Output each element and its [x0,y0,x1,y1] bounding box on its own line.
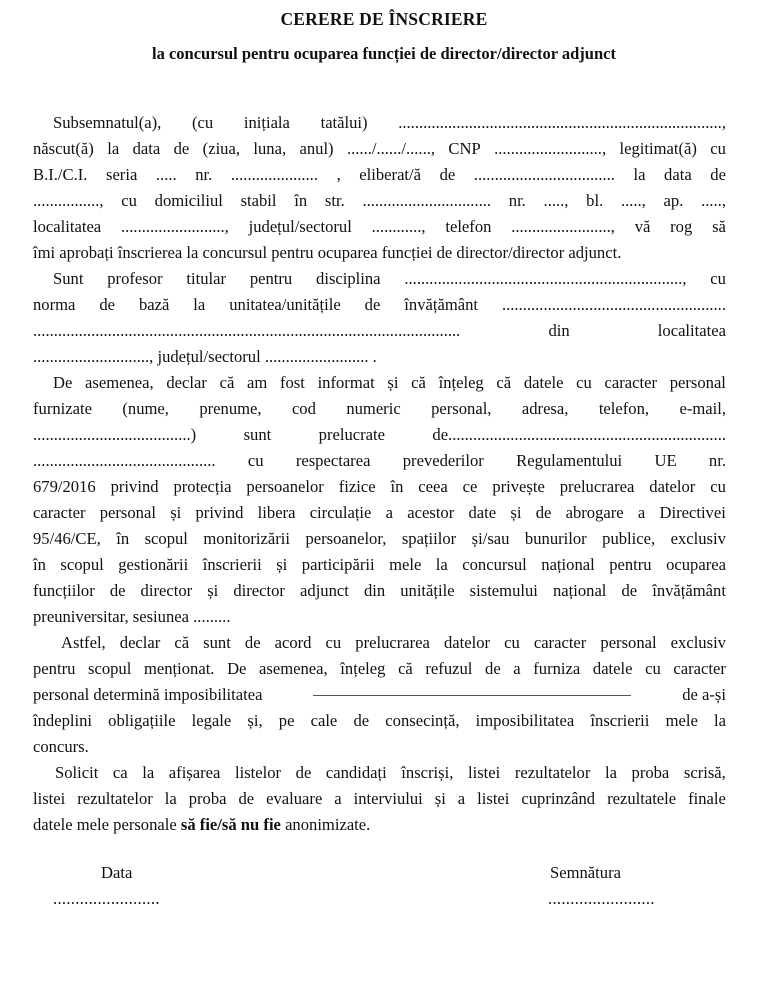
word: ce [462,477,478,496]
word: la [633,165,646,184]
word: 95/46/CE, [33,529,101,548]
word: caracter [33,503,86,522]
word: profesor [107,269,163,288]
word: datele [592,659,633,678]
body-line [33,396,726,422]
body-line [33,552,726,578]
word: scopul [144,529,188,548]
body-line [33,682,726,708]
word: la [164,789,177,808]
word: libera [257,503,296,522]
word: la [713,711,726,730]
word: că [398,659,413,678]
word: personal [669,373,726,392]
line-text: anonimizate. [280,815,371,834]
word: luna, [253,139,287,158]
word: director [233,581,285,600]
word: vă [634,217,651,236]
word: din [548,321,570,340]
word: a [334,789,342,808]
word: că [411,373,426,392]
word: la [604,763,617,782]
word: disciplina [316,269,381,288]
word: norma [33,295,76,314]
word: asemenea, [259,659,328,678]
signature-label: Semnătura [550,863,621,882]
word: în [294,191,308,210]
word: ....., [701,191,726,210]
word: privind [110,477,159,496]
word: cu [576,373,592,392]
word: scopul [60,555,104,574]
word: să [712,217,726,236]
word: monitorizării [203,529,291,548]
word: rezultatele [607,789,677,808]
word: unitățile [400,581,455,600]
body-line [33,760,726,786]
word: e-mail, [679,399,726,418]
word: fizice [338,477,376,496]
word: de [710,165,726,184]
word: furnizate [33,399,92,418]
word: respectarea [295,451,371,470]
word: ..... [155,165,177,184]
word: în [390,477,404,496]
word: stabil [240,191,277,210]
word: ................, [33,191,104,210]
word: data [664,165,692,184]
body-line [33,422,726,448]
word: de [295,763,312,782]
word: că [496,373,512,392]
word: pentru [609,555,652,574]
word: seria [105,165,138,184]
word: localitatea [33,217,102,236]
word: învățământ [652,581,726,600]
word: caracter [604,373,658,392]
word: ca [112,763,128,782]
word: mele [389,555,422,574]
word: ceea [418,477,448,496]
word: localitatea [657,321,726,340]
word: și [207,581,219,600]
word: național [541,555,595,574]
body-line [33,136,726,162]
body-line [33,188,726,214]
application-body [33,110,726,838]
word: listei [477,789,510,808]
date-label: Data [101,863,133,882]
word: cod [291,399,316,418]
word: Subsemnatul(a), [53,113,162,132]
word: înțeleg [438,373,484,392]
word: cu [645,659,661,678]
word: din [363,581,386,600]
word: scopul [88,659,132,678]
word: ....../....../......, [346,139,436,158]
body-line [33,604,726,630]
word: ....., [620,191,646,210]
body-line [33,526,726,552]
word: ..................................................................., [404,269,687,288]
word: protecția [173,477,232,496]
body-line [33,708,726,734]
date-field[interactable]: ........................ [53,889,160,908]
word: bunurilor [524,529,587,548]
word: Directivei [659,503,726,522]
word: născut(ă) [33,139,94,158]
word: anul) [299,139,334,158]
word: Solicit [55,763,99,782]
word: și [510,503,522,522]
word: participării [301,555,375,574]
document-subtitle: la concursul pentru ocuparea funcției de director/director adjunct [152,44,616,63]
word: cu [710,477,726,496]
body-line [33,474,726,500]
word: .................................. [473,165,615,184]
word: ........................., [120,217,229,236]
word: prelucrate [318,425,385,444]
body-line [33,370,726,396]
word: legale [191,711,232,730]
word: acestor [407,503,455,522]
word: prelucrarea [559,477,635,496]
word: (ziua, [202,139,240,158]
line-text: personal determină imposibilitatea [33,685,263,704]
word: de [353,711,370,730]
word: .............................................................................., [398,113,726,132]
word: sistemului [469,581,538,600]
word: evaluare [266,789,323,808]
word: B.I./C.I. [33,165,88,184]
body-line [33,630,726,656]
word: prevederilor [402,451,484,470]
line-text: datele mele personale [33,815,181,834]
word: ocuparea [666,555,726,574]
word: național [552,581,607,600]
word: cu [504,633,520,652]
word: ...................................................... [501,295,726,314]
word: înscrierii [202,555,262,574]
word: privește [492,477,545,496]
word: menționat. [143,659,215,678]
word: CNP [448,139,481,158]
line-text: preuniversitar, sesiunea ......... [33,607,231,626]
word: ....................................................................................................... [33,321,461,340]
word: acord [274,633,312,652]
word: ............................................ [33,451,216,470]
word: a [513,659,521,678]
word: ......................................) [33,425,197,444]
word: domiciliul [154,191,223,210]
word: la [142,763,155,782]
word: De [227,659,247,678]
word: consecință, [385,711,460,730]
word: str. [324,191,345,210]
word: adjunct [300,581,349,600]
line-text: ............................, județul/sectorul ......................... . [33,347,377,366]
word: pentru [33,659,76,678]
word: nr. [708,451,726,470]
word: în [116,529,130,548]
word: finale [688,789,726,808]
word: rezultatelor [77,789,153,808]
word: cu [325,633,342,652]
word: de [485,659,501,678]
line-text: concurs. [33,737,89,756]
word: publice, [602,529,656,548]
word: și [434,789,446,808]
word: sunt [203,633,231,652]
word: listei [467,763,501,782]
word: candidați [325,763,387,782]
word: ap. [663,191,684,210]
word: asemenea, [85,373,154,392]
word: caracter [533,633,587,652]
word: telefon [445,217,492,236]
word: învățământ [404,295,479,314]
word: declar [166,373,207,392]
body-line [33,448,726,474]
word: (nume, [122,399,169,418]
signature-field[interactable]: ........................ [548,889,655,908]
word: datelor [443,633,491,652]
word: proba [188,789,227,808]
document-title: CERERE DE ÎNSCRIERE [280,9,488,29]
word: de [99,295,116,314]
body-line [33,240,726,266]
word: obligațiile [108,711,176,730]
word: datelor [649,477,696,496]
word: telefon, [598,399,650,418]
word: la [435,555,448,574]
word: și [170,503,182,522]
word: UE [654,451,677,470]
line-text: de a-și [682,685,726,704]
word: bl. [586,191,604,210]
word: bază [138,295,170,314]
word: pentru [249,269,293,288]
word: și [387,373,399,392]
word: de [238,789,255,808]
word: circulație [309,503,372,522]
word: listelor [234,763,282,782]
body-line [33,786,726,812]
word: titular [186,269,226,288]
word: caracter [673,659,726,678]
word: am [247,373,268,392]
word: îndeplini [33,711,92,730]
word: imposibilitatea [475,711,575,730]
word: De [53,373,73,392]
word: de [621,581,638,600]
word: numeric [346,399,401,418]
body-line [33,292,726,318]
word: refuzul [425,659,473,678]
word: date [468,503,497,522]
word: rog [670,217,693,236]
word: adresa, [521,399,569,418]
word: a [385,503,394,522]
word: prelucrarea [355,633,430,652]
word: înțeleg [340,659,386,678]
word: de [535,503,552,522]
word: sunt [243,425,272,444]
word: ............, [371,217,426,236]
word: de [109,581,126,600]
word: proba [631,763,670,782]
body-line [33,812,726,838]
word: de [244,633,261,652]
word: concursul [462,555,527,574]
word: de [173,139,190,158]
word: județul/sectorul [248,217,352,236]
word: nr. [195,165,213,184]
body-line [33,734,726,760]
word: de [439,165,456,184]
word: nr. [508,191,526,210]
word: data [132,139,161,158]
word: prenume, [199,399,262,418]
anonymization-choice: să fie/să nu fie [180,815,281,834]
word: eliberat/ă [359,165,422,184]
word: mele [665,711,698,730]
body-line [33,344,726,370]
word: pe [278,711,295,730]
word: legitimat(ă) [619,139,697,158]
word: afișarea [168,763,221,782]
body-line [33,266,726,292]
word: exclusiv [670,633,726,652]
word: spațiilor [401,529,457,548]
body-line [33,162,726,188]
word: 679/2016 [33,477,96,496]
word: înscriși, [401,763,454,782]
word: persoanelor [246,477,324,496]
word: personal [99,503,156,522]
word: funcțiilor [33,581,95,600]
word: cu [121,191,137,210]
body-line [33,578,726,604]
word: Regulamentului [516,451,623,470]
body-line [33,318,726,344]
word: (cu [191,113,214,132]
word: înscrierii [590,711,650,730]
word: cale [310,711,338,730]
word: ........................, [511,217,615,236]
word: scrisă, [683,763,726,782]
word: că [174,633,190,652]
body-line [33,110,726,136]
word: la [107,139,120,158]
word: tatălui) [320,113,368,132]
word: personal, [431,399,492,418]
word: a [457,789,466,808]
word: , [336,165,341,184]
word: fost [279,373,305,392]
body-line [33,656,726,682]
word: că [219,373,235,392]
word: cuprinzând [521,789,596,808]
word: director [140,581,193,600]
word: cu [247,451,264,470]
line-text: îmi aprobați înscrierea la concursul pentru ocuparea funcției de director/director adjunct. [33,243,622,262]
word: rezultatelor [514,763,591,782]
word: unitatea/unitățile [229,295,341,314]
word: exclusiv [670,529,726,548]
word: de [364,295,381,314]
word: gestionării [118,555,189,574]
word: interviului [353,789,423,808]
word: declar [119,633,161,652]
word: Astfel, [61,633,106,652]
body-line [33,500,726,526]
word: furniza [533,659,581,678]
word: Sunt [53,269,84,288]
word: a [637,503,646,522]
word: personal [600,633,657,652]
word: inițiala [243,113,290,132]
word: informat [317,373,375,392]
body-line [33,214,726,240]
fill-in-line [313,695,631,696]
word: la [193,295,206,314]
word: și, [247,711,263,730]
word: abrogare [565,503,624,522]
word: și [276,555,288,574]
word: ............................... [362,191,492,210]
word: persoanelor, [305,529,387,548]
word: .........................., [494,139,607,158]
word: în [33,555,46,574]
word: ..................... [230,165,318,184]
word: ....., [543,191,569,210]
word: cu [710,139,726,158]
word: de................................................................... [432,425,726,444]
word: datele [523,373,564,392]
word: cu [710,269,726,288]
word: și/sau [471,529,510,548]
word: privind [195,503,244,522]
word: listei [33,789,66,808]
